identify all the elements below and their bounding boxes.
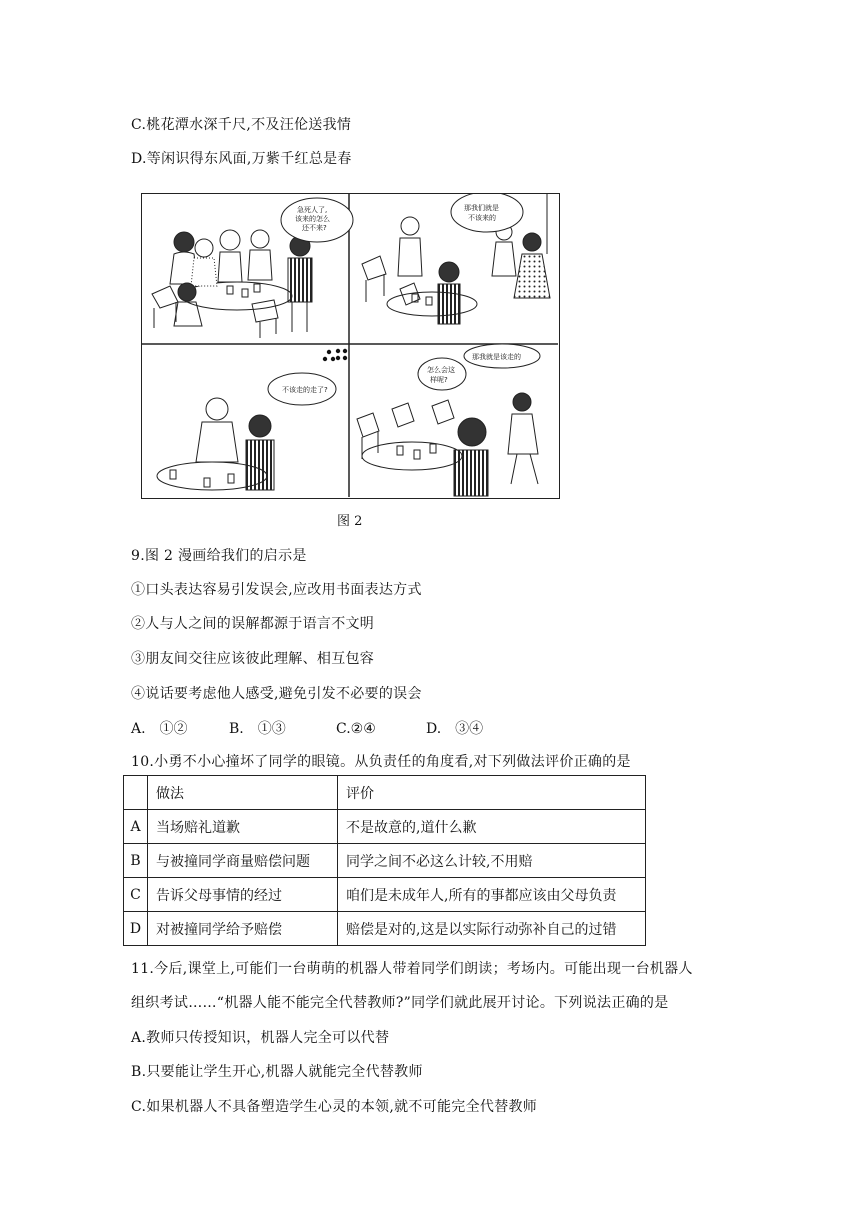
- table-cell: B: [124, 844, 148, 878]
- q9-item-1: ①口头表达容易引发误会,应改用书面表达方式: [131, 582, 422, 598]
- panel3-bubble-text: 不该走的走了?: [282, 386, 328, 394]
- panel2-bubble-text: 那我们就是不该来的: [464, 204, 499, 222]
- table-cell: 赔偿是对的,这是以实际行动弥补自己的过错: [338, 912, 646, 946]
- q11-stem-line-2: 组织考试……“机器人能不能完全代替教师?”同学们就此展开讨论。下列说法正确的是: [131, 995, 669, 1011]
- table-cell: D: [124, 912, 148, 946]
- table-cell: 当场赔礼道歉: [148, 810, 338, 844]
- q11-stem-line-1: 11.今后,课堂上,可能们一台萌萌的机器人带着同学们朗读；考场内。可能出现一台机器人: [131, 961, 693, 977]
- table-cell: 与被撞同学商量赔偿问题: [148, 844, 338, 878]
- q11-option-a: A.教师只传授知识，机器人完全可以代替: [131, 1030, 390, 1046]
- q9-options: [131, 718, 483, 738]
- panel4-bubble-text-2: 那我就是该走的: [472, 353, 521, 361]
- comic-figure: [141, 193, 560, 499]
- q9-stem: 9.图 2 漫画给我们的启示是: [131, 548, 307, 564]
- table-cell: C: [124, 878, 148, 912]
- table-row: [124, 878, 646, 912]
- figure-caption: 图 2: [337, 514, 363, 529]
- q11-option-b: B.只要能让学生开心,机器人就能完全代替教师: [131, 1064, 423, 1080]
- q8-option-d: D.等闲识得东风面,万紫千红总是春: [131, 151, 352, 167]
- table-cell: 对被撞同学给予赔偿: [148, 912, 338, 946]
- q9-item-2: ②人与人之间的误解都源于语言不文明: [131, 616, 375, 632]
- q9-item-3: ③朋友间交往应该彼此理解、相互包容: [131, 651, 375, 667]
- q8-option-c: C.桃花潭水深千尺,不及汪伦送我情: [131, 117, 352, 133]
- table-cell: 咱们是未成年人,所有的事都应该由父母负责: [338, 878, 646, 912]
- q9-option-d: D. ③④: [426, 721, 484, 737]
- q9-option-c: C.②④: [336, 721, 376, 737]
- table-cell: 告诉父母事情的经过: [148, 878, 338, 912]
- q10-stem: 10.小勇不小心撞坏了同学的眼镜。从负责任的角度看,对下列做法评价正确的是: [131, 754, 631, 770]
- comic-panel-2: [362, 194, 550, 324]
- q11-option-c: C.如果机器人不具备塑造学生心灵的本领,就不可能完全代替教师: [131, 1099, 538, 1115]
- table-header-row: [124, 776, 646, 810]
- table-row: [124, 810, 646, 844]
- panel4-bubble-text-1: 怎么会这样呢?: [427, 366, 455, 384]
- q9-option-a: A. ①②: [131, 721, 188, 737]
- table-cell: 不是故意的,道什么歉: [338, 810, 646, 844]
- table-row: [124, 912, 646, 946]
- q10-table: [123, 775, 646, 946]
- q9-item-4: ④说话要考虑他人感受,避免引发不必要的误会: [131, 686, 422, 702]
- table-cell: A: [124, 810, 148, 844]
- q9-option-b: B. ①③: [229, 721, 286, 737]
- table-header-cell: [124, 776, 148, 810]
- table-header-cell: 做法: [148, 776, 338, 810]
- panel1-bubble-text: 急死人了,该来的怎么还不来?: [295, 206, 330, 232]
- table-row: [124, 844, 646, 878]
- table-header-cell: 评价: [338, 776, 646, 810]
- table-cell: 同学之间不必这么计较,不用赔: [338, 844, 646, 878]
